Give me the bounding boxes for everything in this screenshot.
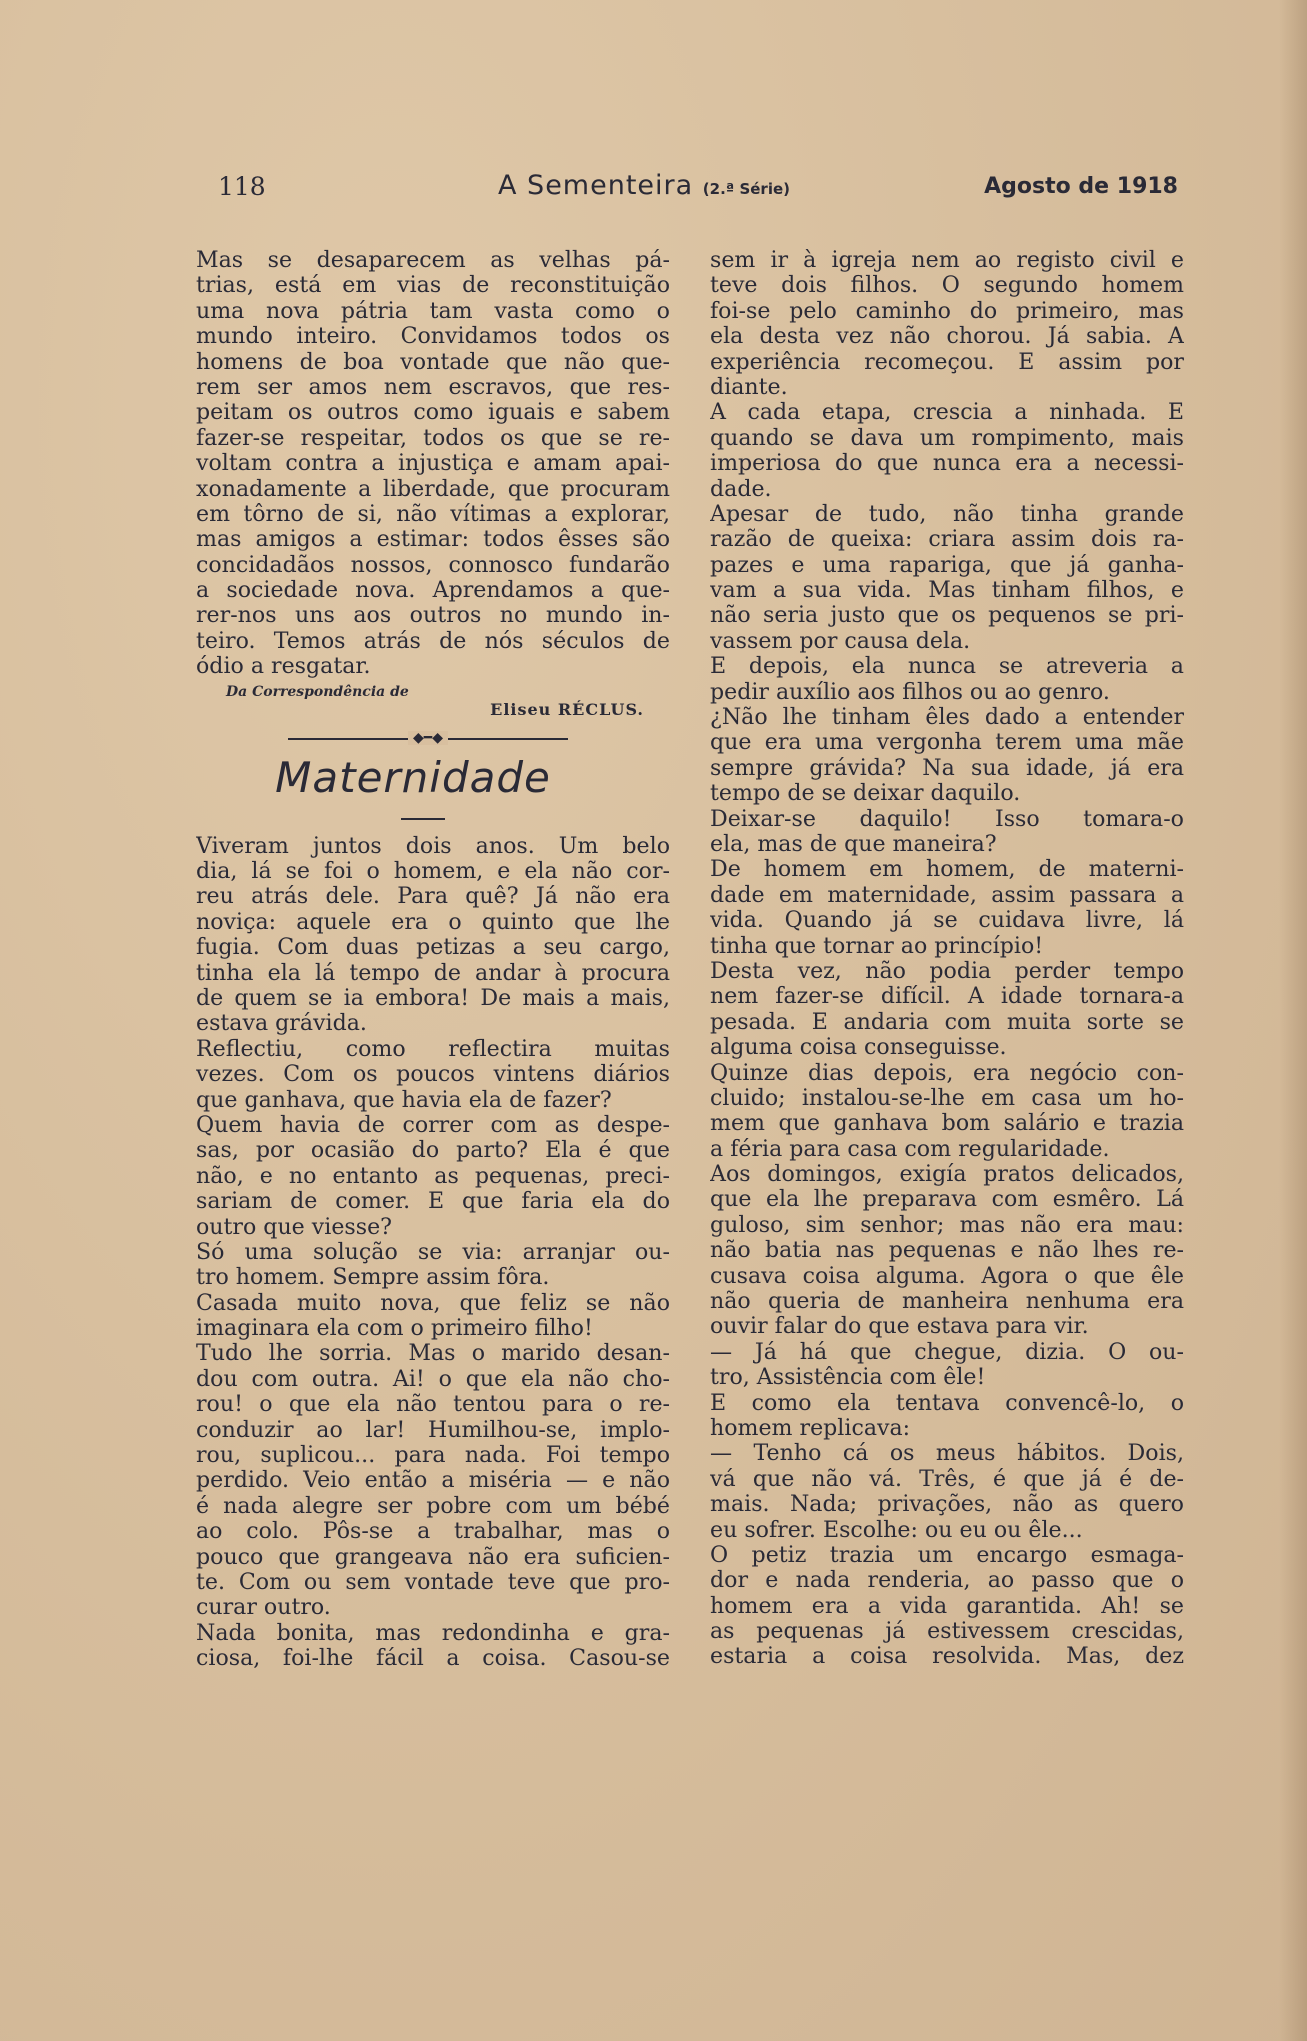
text-line: Quem havia de correr com as despe-: [196, 1112, 670, 1138]
text-line: dou com outra. Ai! o que ela não cho-: [196, 1366, 670, 1392]
text-line: experiência recomeçou. E assim por: [710, 349, 1184, 375]
text-line: vida. Quando já se cuidava livre, lá: [710, 908, 1184, 934]
text-line: não, e no entanto as pequenas, preci-: [196, 1163, 670, 1189]
title-underline: [196, 806, 670, 834]
intro-text: [196, 248, 670, 680]
text-line: pesada. E andaria com muita sorte se: [710, 1009, 1184, 1035]
text-line: razão de queixa: criara assim dois ra-: [710, 527, 1184, 553]
credit-label: Da Correspondência de: [226, 683, 409, 700]
text-line: pazes e uma rapariga, que já ganha-: [710, 552, 1184, 578]
text-line: Mas se desaparecem as velhas pá-: [196, 248, 670, 273]
text-line: ela desta vez não chorou. Já sabia. A: [710, 324, 1184, 350]
text-line: imaginara ela com o primeiro filho!: [196, 1316, 593, 1342]
text-line: fazer-se respeitar, todos os que se re-: [196, 425, 670, 451]
right-column: [710, 248, 1184, 1670]
text-line: tro, Assistência com êle!: [710, 1365, 986, 1391]
text-line: rou! o que ela não tentou para o re-: [196, 1392, 670, 1418]
text-line: teve dois filhos. O segundo homem: [710, 273, 1184, 299]
text-line: tempo de se deixar daquilo.: [710, 781, 1021, 807]
text-line: fugia. Com duas petizas a seu cargo,: [196, 935, 670, 961]
text-line: de quem se ia embora! De mais a mais,: [196, 985, 670, 1011]
text-line: — Tenho cá os meus hábitos. Dois,: [710, 1441, 1184, 1467]
page-number: 118: [218, 172, 266, 201]
journal-title: [498, 170, 790, 201]
text-line: sas, por ocasião do parto? Ela é que: [196, 1138, 670, 1164]
text-line: mas amigos a estimar: todos êsses são: [196, 527, 670, 553]
text-line: a sociedade nova. Aprendamos a que-: [196, 578, 670, 604]
text-line: que ganhava, que havia ela de fazer?: [196, 1087, 612, 1113]
text-line: ela, mas de que maneira?: [710, 831, 997, 857]
text-line: cusava coisa alguma. Agora o que êle: [710, 1263, 1184, 1289]
text-line: nem fazer-se difícil. A idade tornara-a: [710, 984, 1184, 1010]
text-line: — Já há que chegue, dizia. O ou-: [710, 1339, 1184, 1365]
ornament-glyph: ◆━◆: [408, 731, 448, 745]
text-line: rem ser amos nem escravos, que res-: [196, 374, 670, 400]
text-line: Casada muito nova, que feliz se não: [196, 1290, 670, 1316]
text-line: ciosa, foi-lhe fácil a coisa. Casou-se: [196, 1646, 670, 1672]
text-line: estava grávida.: [196, 1011, 367, 1037]
text-line: rou, suplicou... para nada. Foi tempo: [196, 1443, 670, 1469]
text-line: que era uma vergonha terem uma mãe: [710, 730, 1184, 756]
text-line: alguma coisa conseguisse.: [710, 1035, 1007, 1061]
text-line: perdido. Veio então a miséria — e não: [196, 1468, 670, 1494]
text-line: Nada bonita, mas redondinha e gra-: [196, 1620, 670, 1646]
text-line: tinha que tornar ao princípio!: [710, 933, 1044, 959]
credit-author: Eliseu RÉCLUS.: [490, 699, 644, 719]
text-line: em tôrno de si, não vítimas a explorar,: [196, 501, 670, 527]
story-text-right: [710, 248, 1184, 1670]
text-line: E como ela tentava convencê-lo, o: [710, 1390, 1184, 1416]
text-line: concidadãos nossos, connosco fundarão: [196, 552, 670, 578]
text-line: sem ir à igreja nem ao registo civil e: [710, 248, 1184, 273]
credit-block: [196, 680, 670, 728]
text-line: não queria de manheira nenhuma era: [710, 1289, 1184, 1315]
text-line: Quinze dias depois, era negócio con-: [710, 1060, 1184, 1086]
text-line: De homem em homem, de materni-: [710, 857, 1184, 883]
page-header: [218, 172, 1178, 212]
text-line: tinha ela lá tempo de andar à procura: [196, 960, 670, 986]
text-line: uma nova pátria tam vasta como o: [196, 298, 670, 324]
text-line: mais. Nada; privações, não as quero: [710, 1492, 1184, 1518]
text-line: conduzir ao lar! Humilhou-se, implo-: [196, 1417, 670, 1443]
text-line: pouco que grangeava não era suficien-: [196, 1544, 670, 1570]
text-line: vá que não vá. Três, é que já é de-: [710, 1466, 1184, 1492]
text-line: homem replicava:: [710, 1415, 911, 1441]
text-line: tro homem. Sempre assim fôra.: [196, 1265, 550, 1291]
text-line: foi-se pelo caminho do primeiro, mas: [710, 298, 1184, 324]
text-line: diante.: [710, 374, 788, 400]
text-line: vassem por causa dela.: [710, 628, 971, 654]
text-line: quando se dava um rompimento, mais: [710, 425, 1184, 451]
text-line: Desta vez, não podia perder tempo: [710, 958, 1184, 984]
text-line: dade em maternidade, assim passara a: [710, 882, 1184, 908]
text-line: mem que ganhava bom salário e trazia: [710, 1111, 1184, 1137]
text-line: não seria justo que os pequenos se pri-: [710, 603, 1184, 629]
text-line: não batia nas pequenas e não lhes re-: [710, 1238, 1184, 1264]
text-line: E depois, ela nunca se atreveria a: [710, 654, 1184, 680]
left-column: [196, 248, 670, 1672]
journal-name: A Sementeira: [498, 170, 694, 201]
text-line: Apesar de tudo, não tinha grande: [710, 501, 1184, 527]
text-line: sempre grávida? Na sua idade, já era: [710, 755, 1184, 781]
text-line: cluido; instalou-se-lhe em casa um ho-: [710, 1085, 1184, 1111]
text-line: Deixar-se daquilo! Isso tomara-o: [710, 806, 1184, 832]
section-title: Maternidade: [275, 752, 551, 802]
text-line: as pequenas já estivessem crescidas,: [710, 1619, 1184, 1645]
text-line: xonadamente a liberdade, que procuram: [196, 476, 670, 502]
text-line: sariam de comer. E que faria ela do: [196, 1189, 670, 1215]
text-line: ¿Não lhe tinham êles dado a entender: [710, 705, 1184, 731]
section-ornament: [196, 728, 670, 750]
text-line: curar outro.: [196, 1595, 331, 1621]
text-line: dia, lá se foi o homem, e ela não cor-: [196, 859, 670, 885]
text-line: outro que viesse?: [196, 1214, 392, 1240]
text-line: reu atrás dele. Para quê? Já não era: [196, 884, 670, 910]
text-line: dor e nada renderia, ao passo que o: [710, 1568, 1184, 1594]
text-line: Reflectiu, como reflectira muitas: [196, 1036, 670, 1062]
text-line: ouvir falar do que estava para vir.: [710, 1314, 1089, 1340]
text-line: Tudo lhe sorria. Mas o marido desan-: [196, 1341, 670, 1367]
text-line: teiro. Temos atrás de nós séculos de: [196, 628, 670, 654]
text-line: Aos domingos, exigía pratos delicados,: [710, 1162, 1184, 1188]
text-line: rer-nos uns aos outros no mundo in-: [196, 603, 670, 629]
text-line: homem era a vida garantida. Ah! se: [710, 1593, 1184, 1619]
text-line: estaria a coisa resolvida. Mas, dez: [710, 1644, 1184, 1670]
text-line: homens de boa vontade que não que-: [196, 349, 670, 375]
page-edge: [1279, 0, 1307, 2041]
text-line: dade.: [710, 476, 772, 502]
text-line: é nada alegre ser pobre com um bébé: [196, 1493, 670, 1519]
text-line: ódio a resgatar.: [196, 654, 371, 680]
text-line: noviça: aquele era o quinto que lhe: [196, 909, 670, 935]
text-line: a féria para casa com regularidade.: [710, 1136, 1110, 1162]
text-line: Só uma solução se via: arranjar ou-: [196, 1239, 670, 1265]
story-text-left: [196, 834, 670, 1672]
text-line: voltam contra a injustiça e amam apai-: [196, 451, 670, 477]
text-line: ao colo. Pôs-se a trabalhar, mas o: [196, 1519, 670, 1545]
text-line: Viveram juntos dois anos. Um belo: [196, 833, 670, 859]
text-line: O petiz trazia um encargo esmaga-: [710, 1542, 1184, 1568]
text-line: guloso, sim senhor; mas não era mau:: [710, 1212, 1184, 1238]
text-line: pedir auxílio aos filhos ou ao genro.: [710, 679, 1110, 705]
text-line: vezes. Com os poucos vintens diários: [196, 1062, 670, 1088]
text-line: te. Com ou sem vontade teve que pro-: [196, 1569, 670, 1595]
text-line: trias, está em vias de reconstituição: [196, 273, 670, 299]
text-line: peitam os outros como iguais e sabem: [196, 400, 670, 426]
text-line: A cada etapa, crescia a ninhada. E: [710, 400, 1184, 426]
text-line: eu sofrer. Escolhe: ou eu ou êle...: [710, 1517, 1083, 1543]
text-line: mundo inteiro. Convidamos todos os: [196, 324, 670, 350]
issue-date: Agosto de 1918: [984, 174, 1178, 199]
text-line: que ela lhe preparava com esmêro. Lá: [710, 1187, 1184, 1213]
text-line: imperiosa do que nunca era a necessi-: [710, 451, 1184, 477]
text-line: vam a sua vida. Mas tinham filhos, e: [710, 578, 1184, 604]
journal-series: (2.ª Série): [702, 180, 790, 198]
